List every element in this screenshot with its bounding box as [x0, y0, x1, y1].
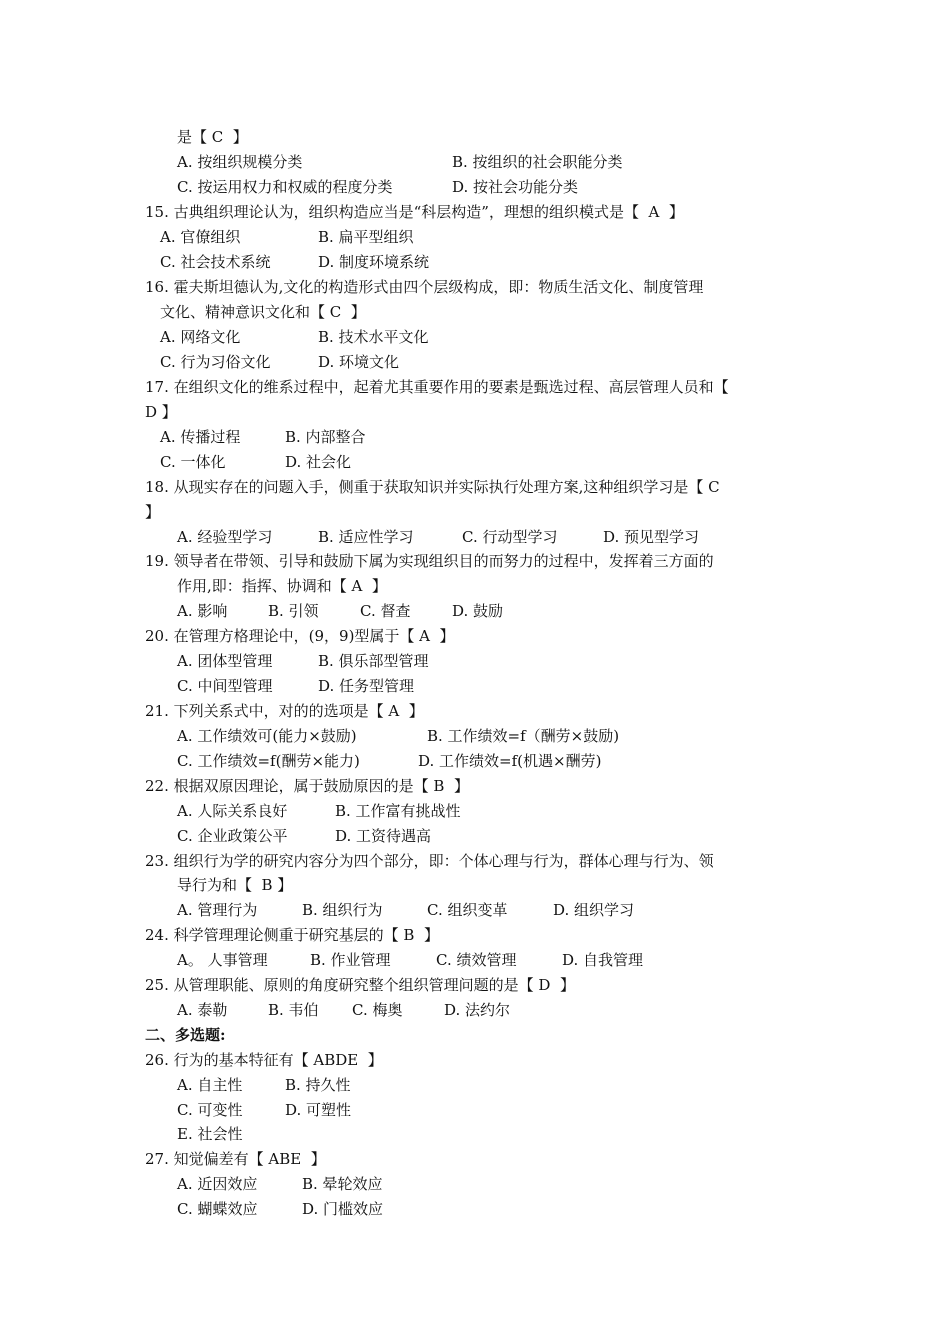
q22-stem: 22. 根据双原因理论，属于鼓励原因的是【 B 】: [145, 777, 469, 795]
q19-option-c: C. 督查: [360, 602, 411, 620]
q24-option-c: C. 绩效管理: [436, 951, 517, 969]
q16-option-b: B. 技术水平文化: [318, 328, 429, 346]
q22-option-a: A. 人际关系良好: [177, 802, 288, 820]
q16-option-c: C. 行为习俗文化: [160, 353, 271, 371]
q25-option-b: B. 韦伯: [268, 1001, 319, 1019]
q15-option-d: D. 制度环境系统: [318, 253, 430, 271]
q17-option-d: D. 社会化: [285, 453, 352, 471]
q16-stem-line2: 文化、精神意识文化和【 C 】: [160, 303, 366, 321]
q25-stem: 25. 从管理职能、原则的角度研究整个组织管理问题的是【 D 】: [145, 976, 575, 994]
q14-option-c: C. 按运用权力和权威的程度分类: [177, 178, 393, 196]
q19-stem-line2: 作用,即：指挥、协调和【 A 】: [177, 577, 387, 595]
q24-option-b: B. 作业管理: [310, 951, 391, 969]
q23-stem-line1: 23. 组织行为学的研究内容分为四个部分，即：个体心理与行为，群体心理与行为、领: [145, 852, 714, 870]
q19-stem-line1: 19. 领导者在带领、引导和鼓励下属为实现组织目的而努力的过程中，发挥着三方面的: [145, 552, 714, 570]
q17-stem-line1: 17. 在组织文化的维系过程中，起着尤其重要作用的要素是甄选过程、高层管理人员和【: [145, 378, 729, 396]
q27-option-d: D. 门槛效应: [302, 1200, 384, 1218]
section-heading-multiple-choice: 二、多选题:: [145, 1026, 226, 1044]
q22-option-c: C. 企业政策公平: [177, 827, 288, 845]
q17-option-a: A. 传播过程: [160, 428, 241, 446]
q20-option-d: D. 任务型管理: [318, 677, 415, 695]
q24-option-a: A。 人事管理: [177, 951, 268, 969]
q22-option-b: B. 工作富有挑战性: [335, 802, 461, 820]
q21-option-a: A. 工作绩效可(能力×鼓励): [177, 727, 357, 745]
q23-option-c: C. 组织变革: [427, 901, 508, 919]
q19-option-b: B. 引领: [268, 602, 319, 620]
q21-stem: 21. 下列关系式中，对的的选项是【 A 】: [145, 702, 424, 720]
q27-option-b: B. 晕轮效应: [302, 1175, 383, 1193]
q18-stem-line2: 】: [145, 503, 161, 521]
q26-option-a: A. 自主性: [177, 1076, 243, 1094]
q22-option-d: D. 工资待遇高: [335, 827, 432, 845]
q23-option-b: B. 组织行为: [302, 901, 383, 919]
q18-option-b: B. 适应性学习: [318, 528, 414, 546]
q26-option-e: E. 社会性: [177, 1125, 243, 1143]
q17-option-c: C. 一体化: [160, 453, 226, 471]
q15-option-a: A. 官僚组织: [160, 228, 241, 246]
q14-option-a: A. 按组织规模分类: [177, 153, 303, 171]
q20-option-c: C. 中间型管理: [177, 677, 273, 695]
q21-option-b: B. 工作绩效=f（酬劳×鼓励): [427, 727, 620, 745]
q15-stem: 15. 古典组织理论认为，组织构造应当是“科层构造”，理想的组织模式是【 A 】: [145, 203, 684, 221]
q18-option-c: C. 行动型学习: [462, 528, 558, 546]
q27-option-a: A. 近因效应: [177, 1175, 258, 1193]
q17-option-b: B. 内部整合: [285, 428, 366, 446]
q16-stem-line1: 16. 霍夫斯坦德认为,文化的构造形式由四个层级构成，即：物质生活文化、制度管理: [145, 278, 704, 296]
q14-option-d: D. 按社会功能分类: [452, 178, 579, 196]
q19-option-d: D. 鼓励: [452, 602, 504, 620]
q23-option-d: D. 组织学习: [553, 901, 635, 919]
q24-option-d: D. 自我管理: [562, 951, 644, 969]
q25-option-a: A. 泰勒: [177, 1001, 228, 1019]
q18-option-a: A. 经验型学习: [177, 528, 273, 546]
q21-option-c: C. 工作绩效=f(酬劳×能力): [177, 752, 360, 770]
q20-option-a: A. 团体型管理: [177, 652, 273, 670]
q25-option-d: D. 法约尔: [444, 1001, 511, 1019]
q27-option-c: C. 蝴蝶效应: [177, 1200, 258, 1218]
q23-stem-line2: 导行为和【 B 】: [177, 876, 293, 894]
q20-option-b: B. 俱乐部型管理: [318, 652, 429, 670]
q14-stem-tail: 是【 C 】: [177, 128, 248, 146]
q16-option-a: A. 网络文化: [160, 328, 241, 346]
q21-option-d: D. 工作绩效=f(机遇×酬劳): [418, 752, 602, 770]
q26-option-b: B. 持久性: [285, 1076, 351, 1094]
q17-stem-line2: D 】: [145, 403, 177, 421]
q26-option-d: D. 可塑性: [285, 1101, 352, 1119]
q14-option-b: B. 按组织的社会职能分类: [452, 153, 623, 171]
q16-option-d: D. 环境文化: [318, 353, 400, 371]
q18-option-d: D. 预见型学习: [603, 528, 700, 546]
q20-stem: 20. 在管理方格理论中，(9，9)型属于【 A 】: [145, 627, 455, 645]
q15-option-c: C. 社会技术系统: [160, 253, 271, 271]
q18-stem-line1: 18. 从现实存在的问题入手，侧重于获取知识并实际执行处理方案,这种组织学习是【 C: [145, 478, 720, 496]
q27-stem: 27. 知觉偏差有【 ABE 】: [145, 1150, 326, 1168]
q26-option-c: C. 可变性: [177, 1101, 243, 1119]
q26-stem: 26. 行为的基本特征有【 ABDE 】: [145, 1051, 383, 1069]
q25-option-c: C. 梅奥: [352, 1001, 403, 1019]
q24-stem: 24. 科学管理理论侧重于研究基层的【 B 】: [145, 926, 439, 944]
q19-option-a: A. 影响: [177, 602, 228, 620]
q15-option-b: B. 扁平型组织: [318, 228, 414, 246]
q23-option-a: A. 管理行为: [177, 901, 258, 919]
